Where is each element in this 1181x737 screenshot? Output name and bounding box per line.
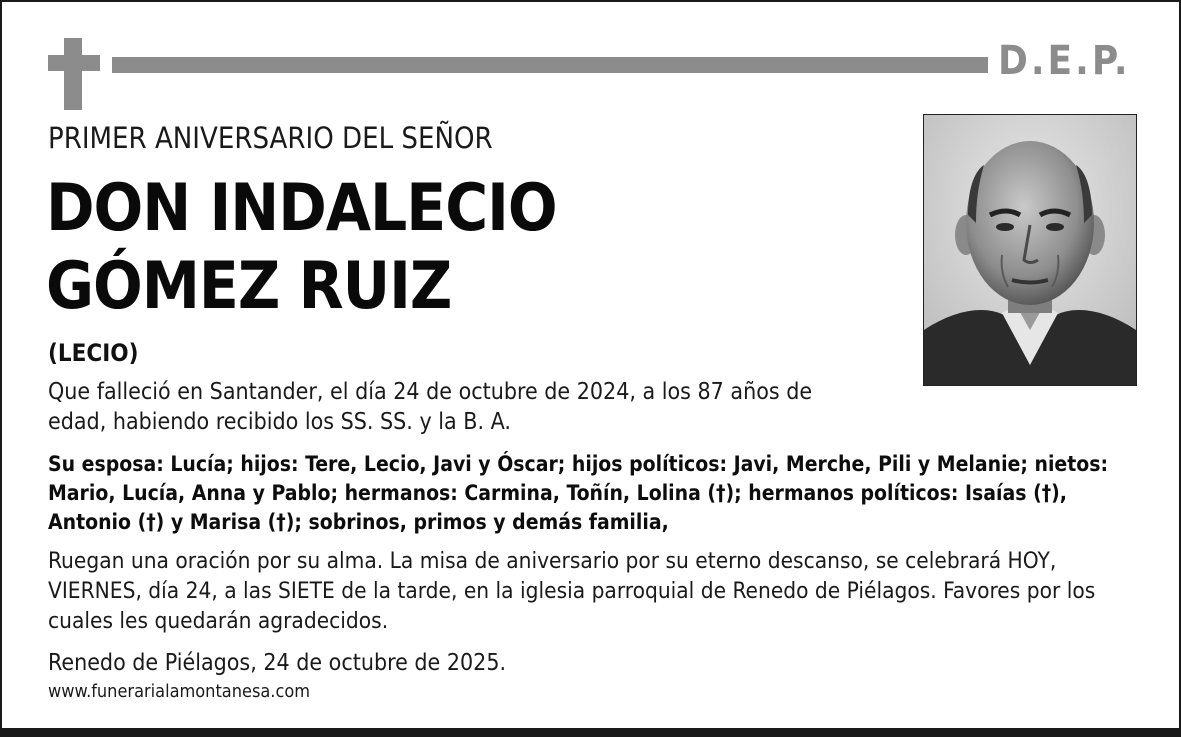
family-list: Su esposa: Lucía; hijos: Tere, Lecio, Javi y Óscar; hijos políticos: Javi, Merche, Pili y Melanie; nietos: Mario, Lucía, Anna y Pablo; hermanos: Carmina, Toñín, Lolina (†); hermanos políticos: Isaías (†), Antonio (†) y Marisa (†); sobrinos, primos y demás familia, bbox=[48, 452, 1109, 534]
place-and-date: Renedo de Piélagos, 24 de octubre de 2025. bbox=[48, 650, 507, 676]
deceased-name-line-1: DON INDALECIO bbox=[46, 171, 557, 246]
bottom-rule bbox=[2, 728, 1179, 737]
website-link[interactable]: www.funerarialamontanesa.com bbox=[48, 681, 311, 702]
portrait-photo bbox=[923, 114, 1137, 386]
deceased-name-line-2: GÓMEZ RUIZ bbox=[46, 249, 452, 324]
mass-announcement: Ruegan una oración por su alma. La misa de aniversario por su eterno descanso, se celebrará HOY, VIERNES, día 24, a las SIETE de la tarde, en la iglesia parroquial de Renedo de Piélagos. Favores por los cuales les quedarán agradecidos. bbox=[48, 548, 1096, 634]
notice-subtitle: PRIMER ANIVERSARIO DEL SEÑOR bbox=[48, 121, 493, 155]
header-rule bbox=[112, 57, 988, 73]
deceased-nickname: (LECIO) bbox=[48, 339, 139, 367]
cross-icon bbox=[48, 38, 100, 110]
deceased-name bbox=[46, 170, 557, 326]
dep-label: D.E.P. bbox=[998, 38, 1131, 84]
death-details: Que falleció en Santander, el día 24 de octubre de 2024, a los 87 años de edad, habiendo recibido los SS. SS. y la B. A. bbox=[48, 379, 813, 435]
